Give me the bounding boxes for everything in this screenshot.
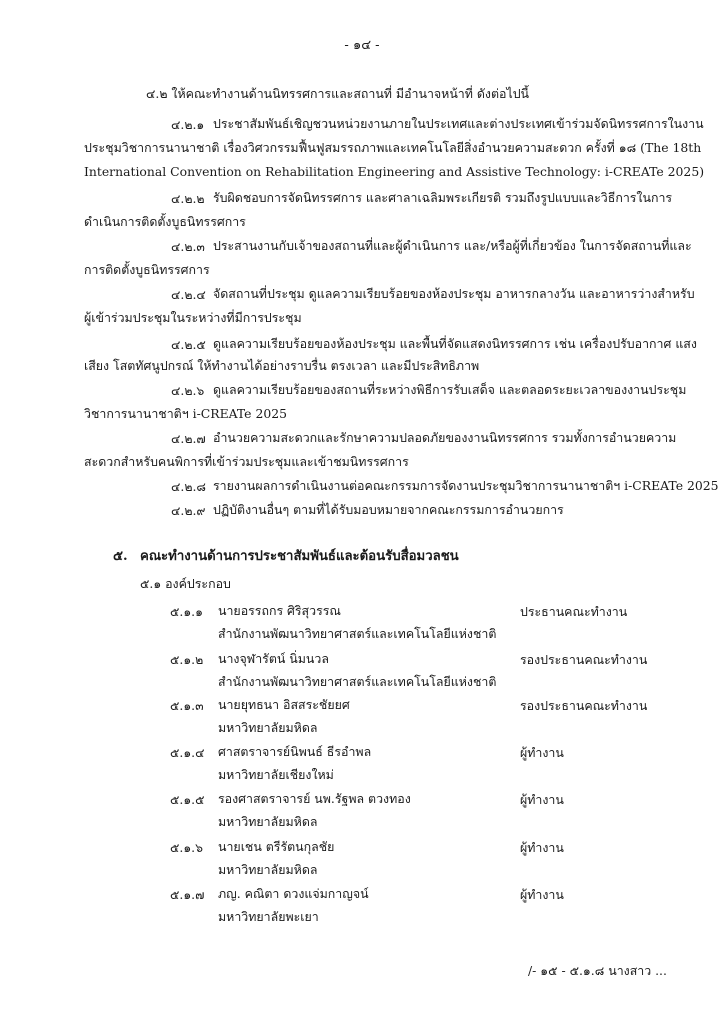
item-text: อำนวยความสะดวกและรักษาความปลอดภัยของงานนิทรรศการ รวมทั้งการอำนวยความ (213, 430, 677, 445)
member-role: รองประธานคณะทำงาน (520, 698, 648, 713)
item-text-continued: เสียง โสตทัศนูปกรณ์ ให้ทำงานได้อย่างราบรื่น ตรงเวลา และมีประสิทธิภาพ (84, 358, 480, 373)
continuation-footer: /- ๑๕ - ๕.๑.๘ นางสาว ... (528, 963, 667, 978)
item-number: ๔.๒.๗ (171, 431, 206, 446)
item-text: รายงานผลการดำเนินงานต่อคณะกรรมการจัดงานประชุมวิชาการนานาชาติฯ i-CREATe 2025 (213, 478, 719, 493)
member-role: ผู้ทำงาน (520, 792, 564, 807)
section-5-heading: คณะทำงานด้านการประชาสัมพันธ์และต้อนรับสื่อมวลชน (140, 549, 459, 564)
member-name: นายยุทธนา อิสสระชัยยศ (218, 697, 350, 712)
item-text-continued: International Convention on Rehabilitation Engineering and Assistive Technology: i-CREATe 2025) (84, 164, 705, 179)
member-number: ๕.๑.๕ (170, 792, 205, 807)
member-number: ๕.๑.๒ (170, 652, 204, 667)
item-text: ปฏิบัติงานอื่นๆ ตามที่ได้รับมอบหมายจากคณะกรรมการอำนวยการ (213, 502, 564, 517)
item-number: ๔.๒.๕ (171, 337, 206, 352)
member-role: รองประธานคณะทำงาน (520, 652, 648, 667)
item-text: รับผิดชอบการจัดนิทรรศการ และศาลาเฉลิมพระเกียรติ รวมถึงรูปแบบและวิธีการในการ (213, 190, 673, 205)
item-number: ๔.๒.๘ (171, 479, 206, 494)
item-text-continued: ผู้เข้าร่วมประชุมในระหว่างที่มีการประชุม (84, 310, 302, 325)
item-number: ๔.๒.๔ (171, 287, 206, 302)
item-text: ดูแลความเรียบร้อยของห้องประชุม และพื้นที่จัดแสดงนิทรรศการ เช่น เครื่องปรับอากาศ แสง (213, 336, 697, 351)
item-text-continued: ประชุมวิชาการนานาชาติ เรื่องวิศวกรรมฟื้นฟูสมรรถภาพและเทคโนโลยีสิ่งอำนวยความสะดวก ครั้งที่ ๑๘ (The 18th (84, 140, 702, 155)
member-role: ประธานคณะทำงาน (520, 604, 628, 619)
item-number: ๔.๒.๑ (171, 117, 205, 132)
member-organization: มหาวิทยาลัยพะเยา (218, 909, 319, 924)
member-number: ๕.๑.๗ (170, 887, 205, 902)
member-role: ผู้ทำงาน (520, 745, 564, 760)
section-4-2-heading: ๔.๒ ให้คณะทำงานด้านนิทรรศการและสถานที่ มีอำนาจหน้าที่ ดังต่อไปนี้ (146, 86, 530, 101)
member-organization: สำนักงานพัฒนาวิทยาศาสตร์และเทคโนโลยีแห่งชาติ (218, 674, 497, 689)
member-number: ๕.๑.๑ (170, 604, 203, 619)
item-number: ๔.๒.๓ (171, 239, 205, 254)
member-number: ๕.๑.๔ (170, 745, 205, 760)
item-text-continued: วิชาการนานาชาติฯ i-CREATe 2025 (84, 406, 287, 421)
member-role: ผู้ทำงาน (520, 840, 564, 855)
section-5-number: ๕. (113, 549, 128, 564)
member-name: นางจุฬารัตน์ นิ่มนวล (218, 651, 329, 666)
member-name: ภญ. คณิตา ดวงแจ่มกาญจน์ (218, 886, 369, 901)
item-text: ดูแลความเรียบร้อยของสถานที่ระหว่างพิธีการรับเสด็จ และตลอดระยะเวลาของงานประชุม (213, 382, 687, 397)
item-text-continued: การติดตั้งบูธนิทรรศการ (84, 262, 210, 277)
item-text-continued: ดำเนินการติดตั้งบูธนิทรรศการ (84, 214, 246, 229)
item-text: ประชาสัมพันธ์เชิญชวนหน่วยงานภายในประเทศและต่างประเทศเข้าร่วมจัดนิทรรศการในงาน (213, 116, 704, 131)
member-organization: มหาวิทยาลัยมหิดล (218, 720, 318, 735)
member-name: รองศาสตราจารย์ นพ.รัฐพล ตวงทอง (218, 791, 411, 806)
item-number: ๔.๒.๙ (171, 503, 206, 518)
item-number: ๔.๒.๖ (171, 383, 205, 398)
page-number: - ๑๔ - (344, 38, 380, 53)
member-name: นายอรรถกร ศิริสุวรรณ (218, 603, 341, 618)
member-number: ๕.๑.๖ (170, 840, 203, 855)
member-number: ๕.๑.๓ (170, 698, 204, 713)
member-role: ผู้ทำงาน (520, 887, 564, 902)
item-text: จัดสถานที่ประชุม ดูแลความเรียบร้อยของห้องประชุม อาหารกลางวัน และอาหารว่างสำหรับ (213, 286, 695, 301)
member-organization: สำนักงานพัฒนาวิทยาศาสตร์และเทคโนโลยีแห่งชาติ (218, 626, 497, 641)
item-number: ๔.๒.๒ (171, 191, 205, 206)
item-text: ประสานงานกับเจ้าของสถานที่และผู้ดำเนินการ และ/หรือผู้ที่เกี่ยวข้อง ในการจัดสถานที่และ (213, 238, 692, 253)
member-organization: มหาวิทยาลัยมหิดล (218, 862, 318, 877)
member-name: ศาสตราจารย์นิพนธ์ ธีรอำพล (218, 744, 372, 759)
section-5-1-heading: ๕.๑ องค์ประกอบ (140, 576, 231, 591)
member-name: นายเชน ตรีรัตนกุลชัย (218, 839, 335, 854)
item-text-continued: สะดวกสำหรับคนพิการที่เข้าร่วมประชุมและเข้าชมนิทรรศการ (84, 454, 409, 469)
member-organization: มหาวิทยาลัยเชียงใหม่ (218, 767, 334, 782)
member-organization: มหาวิทยาลัยมหิดล (218, 814, 318, 829)
